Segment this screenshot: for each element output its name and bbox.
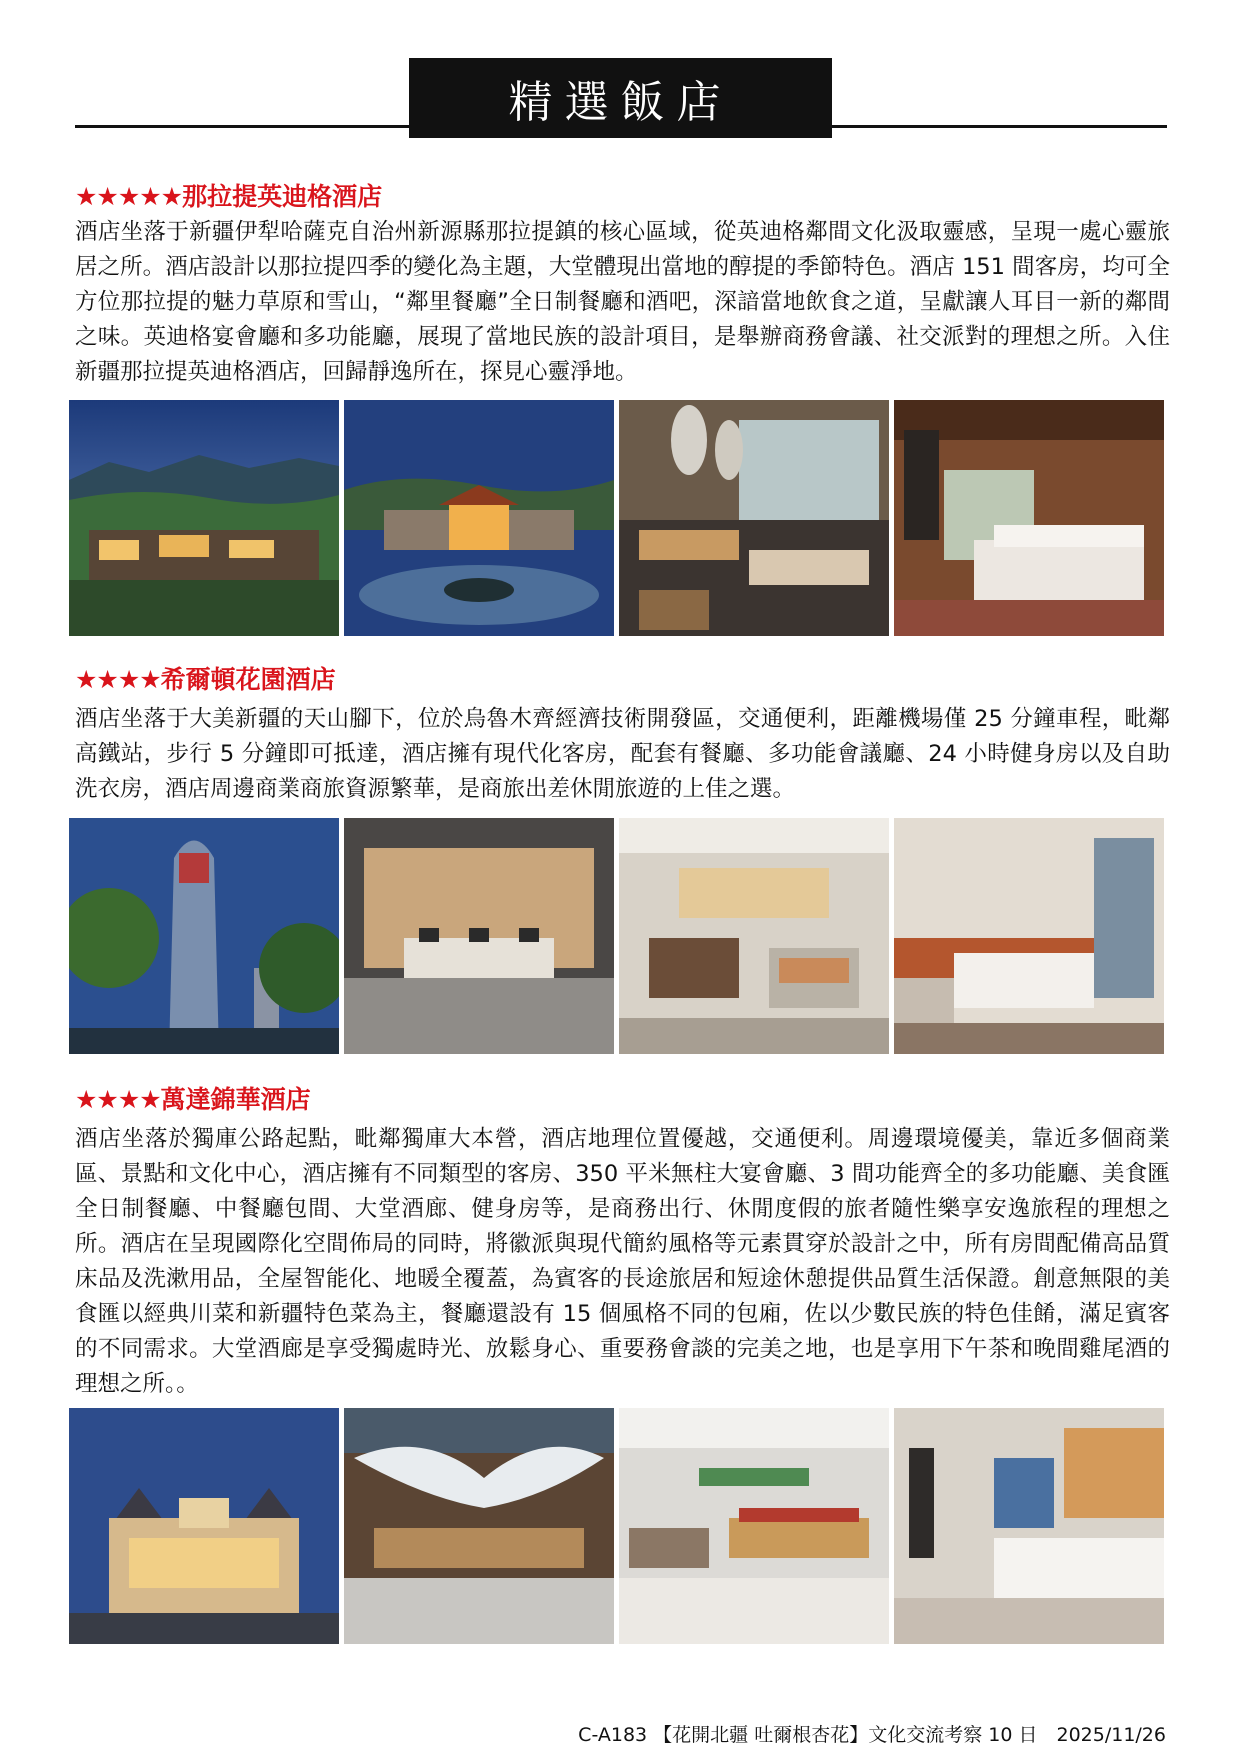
hotel-exterior-photo — [69, 400, 339, 636]
star-rating: ★★★★ — [75, 665, 161, 694]
header-banner — [409, 58, 832, 138]
buffet-restaurant-photo — [619, 1408, 889, 1644]
hotel-name: 萬達錦華酒店 — [160, 1085, 311, 1114]
star-rating: ★★★★ — [75, 1085, 161, 1114]
atrium-photo — [344, 1408, 614, 1644]
hotel-description-3: 酒店坐落於獨庫公路起點，毗鄰獨庫大本營，酒店地理位置優越，交通便利。周邊環境優美，靠近多個商業區、景點和文化中心，酒店擁有不同類型的客房、350 平米無柱大宴會廳、3 間功能齊全的多功能廳、美食匯全日制餐廳、中餐廳包間、大堂酒廊、健身房等，是商務出行、休閒度假的旅者隨性樂享安逸旅程的理想之所。酒店在呈現國際化空間佈局的同時，將徽派與現代簡約風格等元素貫穿於設計之中，所有房間配備高品質床品及洗漱用品，全屋智能化、地暖全覆蓋，為賓客的長途旅居和短途休憩提供品質生活保證。創意無限的美食匯以經典川菜和新疆特色菜為主，餐廳還設有 15 個風格不同的包廂，佐以少數民族的特色佳餚，滿足賓客的不同需求。大堂酒廊是享受獨處時光、放鬆身心、重要務會談的完美之地，也是享用下午茶和晚間雞尾酒的理想之所。。 — [75, 1126, 1170, 1397]
star-rating: ★★★★★ — [75, 182, 183, 211]
guest-room-photo — [894, 1408, 1164, 1644]
hotel-title-3 — [75, 1083, 311, 1117]
restaurant-photo — [619, 400, 889, 636]
footer-reference: C-A183 【花開北疆 吐爾根杏花】文化交流考察 10 日 2025/11/26 — [578, 1724, 1166, 1746]
page-title: 精選飯店 — [508, 77, 733, 128]
hotel-photos-1 — [69, 400, 1169, 636]
guest-room-photo — [894, 400, 1164, 636]
hotel-tower-photo — [69, 818, 339, 1054]
dining-area-photo — [619, 818, 889, 1054]
hotel-title-1 — [75, 180, 382, 214]
lobby-photo — [344, 818, 614, 1054]
hotel-facade-photo — [69, 1408, 339, 1644]
hotel-name: 那拉提英迪格酒店 — [182, 182, 383, 211]
hotel-description-1: 酒店坐落于新疆伊犁哈薩克自治州新源縣那拉提鎮的核心區域，從英迪格鄰間文化汲取靈感，呈現一處心靈旅居之所。酒店設計以那拉提四季的變化為主題，大堂體現出當地的醇提的季節特色。酒店 151 間客房，均可全方位那拉提的魅力草原和雪山，“鄰里餐廳”全日制餐廳和酒吧，深諳當地飲食之道，呈獻讓人耳目一新的鄰間之味。英迪格宴會廳和多功能廳，展現了當地民族的設計項目，是舉辦商務會議、社交派對的理想之所。入住新疆那拉提英迪格酒店，回歸靜逸所在，探見心靈淨地。 — [75, 219, 1170, 385]
hotel-description-2: 酒店坐落于大美新疆的天山腳下，位於烏魯木齊經濟技術開發區，交通便利，距離機場僅 25 分鐘車程，毗鄰高鐵站，步行 5 分鐘即可抵達，酒店擁有現代化客房，配套有餐廳、多功能會議廳、24 小時健身房以及自助洗衣房，酒店周邊商業商旅資源繁華，是商旅出差休閒旅遊的上佳之選。 — [75, 706, 1170, 802]
hotel-photos-2 — [69, 818, 1169, 1054]
hotel-name: 希爾頓花園酒店 — [160, 665, 336, 694]
hotel-photos-3 — [69, 1408, 1169, 1644]
hotel-title-2 — [75, 663, 336, 697]
guest-room-photo — [894, 818, 1164, 1054]
hotel-entrance-photo — [344, 400, 614, 636]
